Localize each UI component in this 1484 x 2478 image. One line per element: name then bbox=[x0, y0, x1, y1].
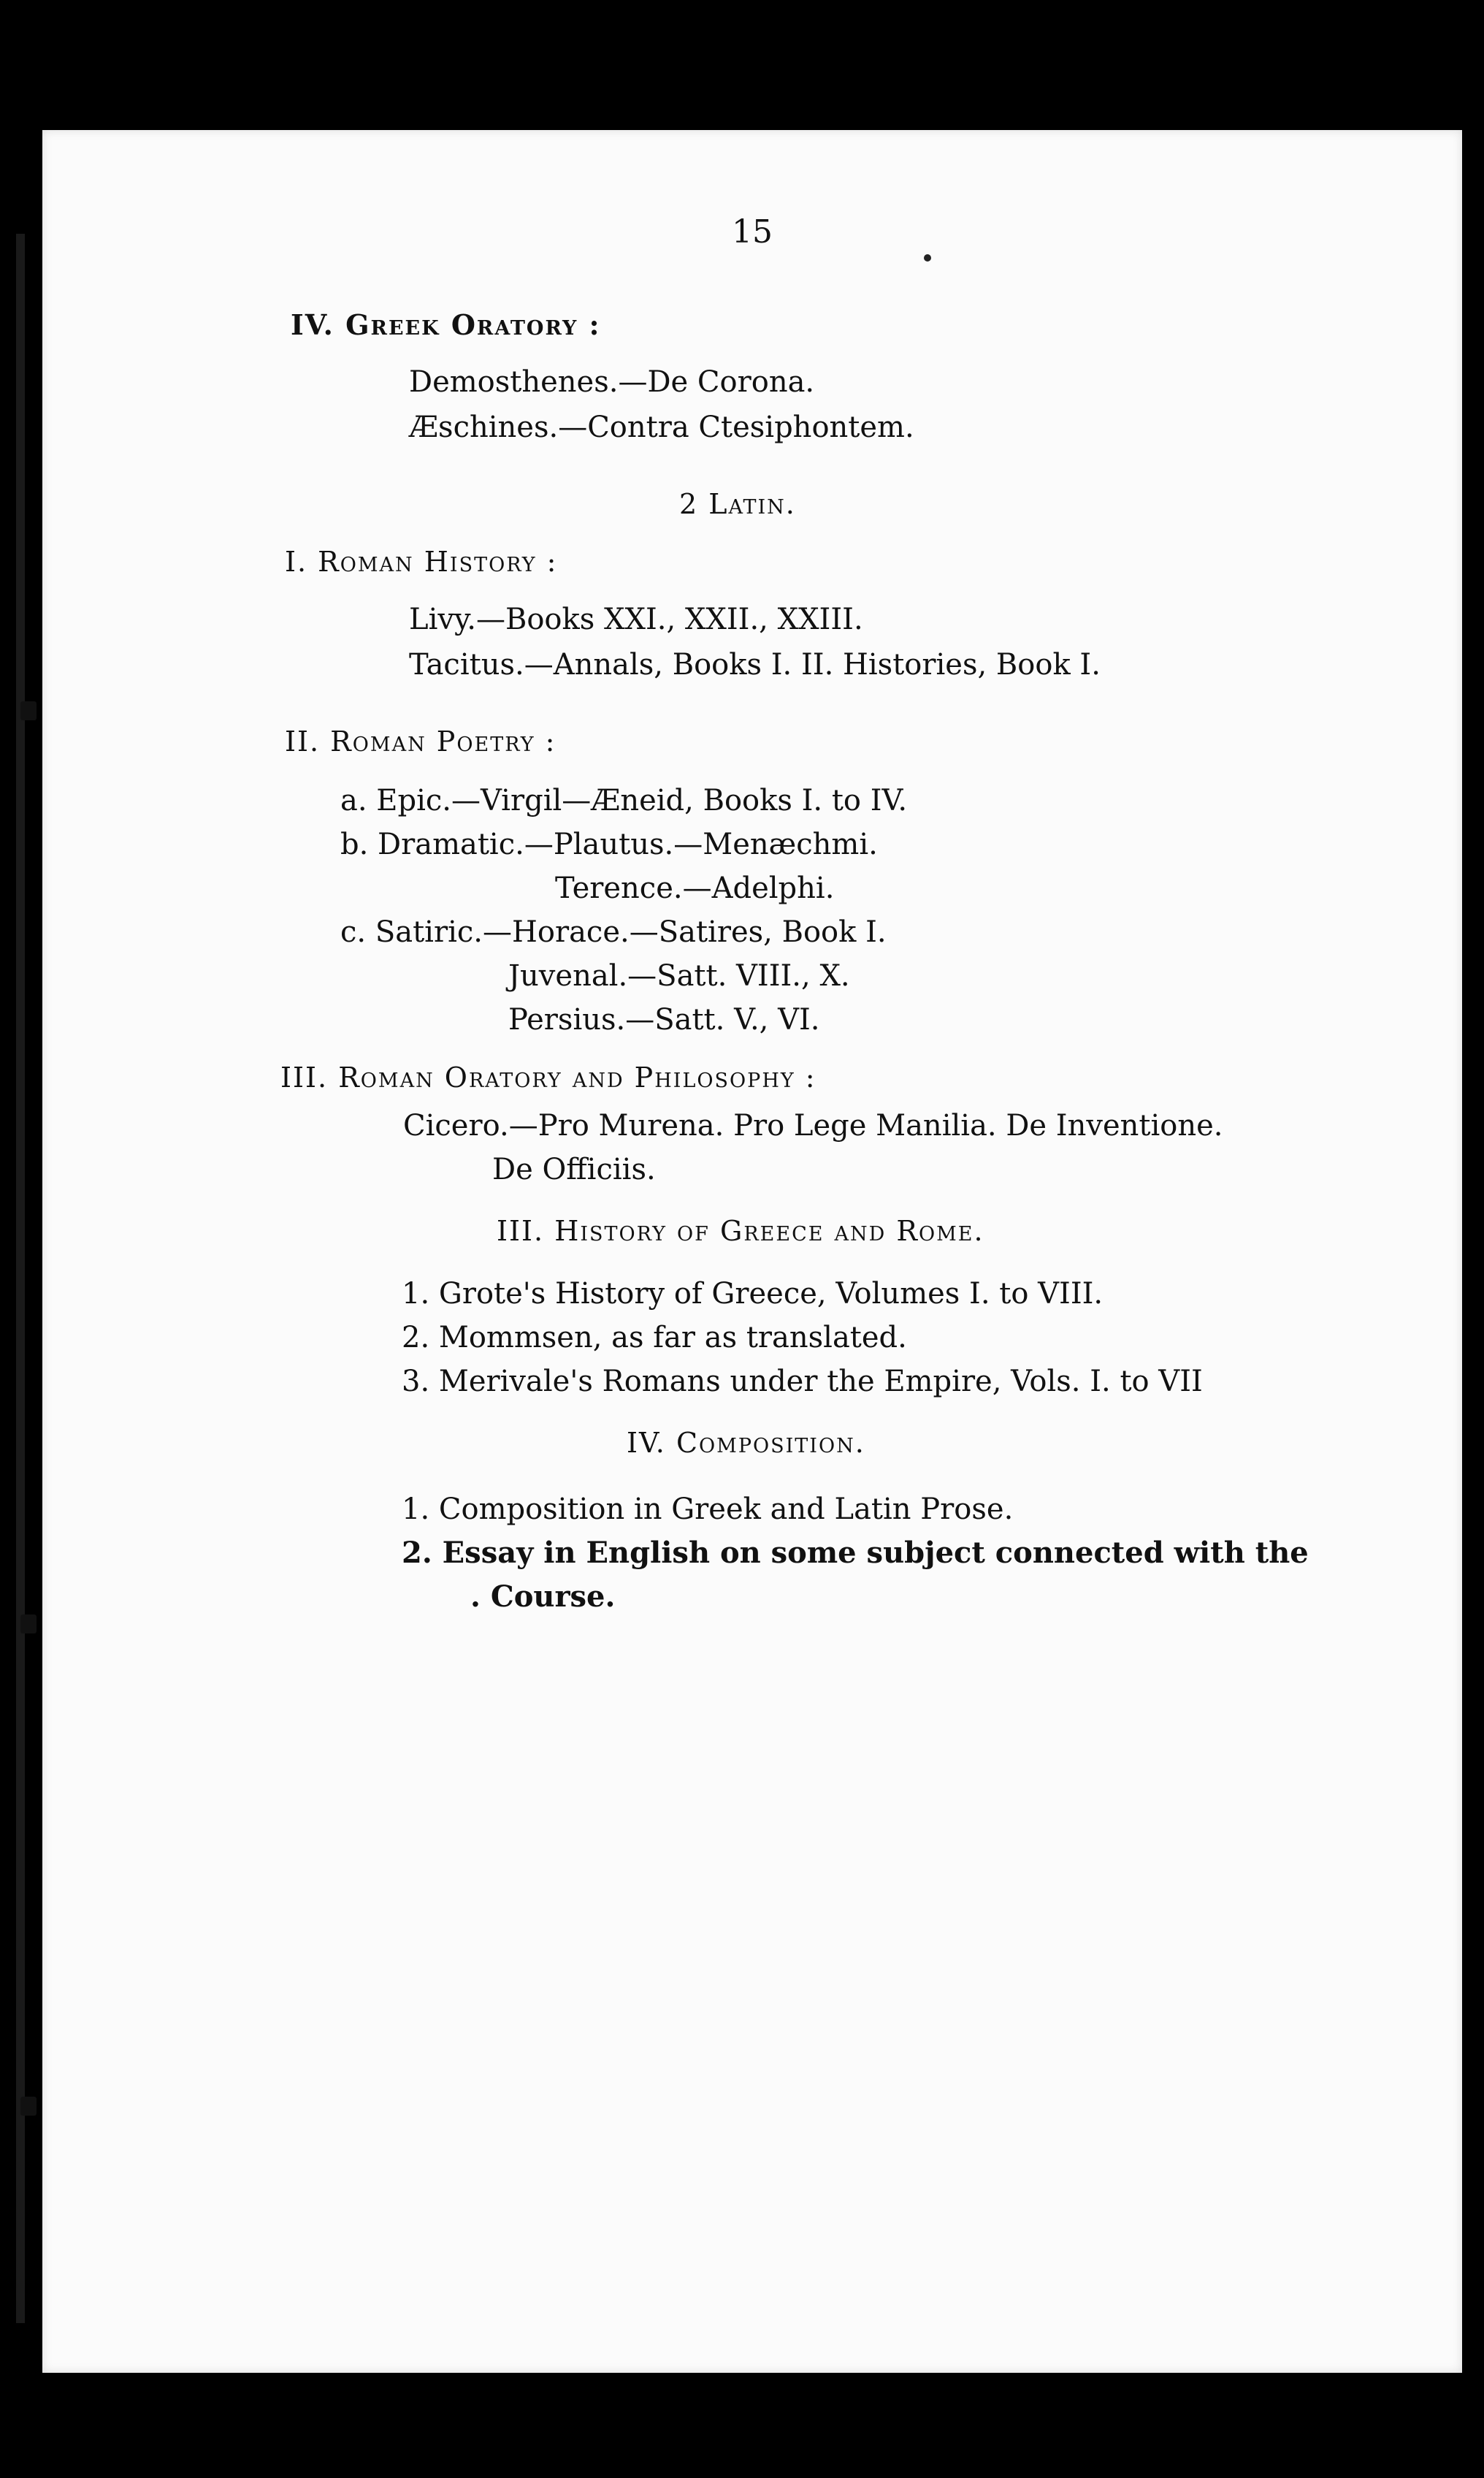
list-item: Tacitus.—Annals, Books I. II. Histories, Book I. bbox=[409, 648, 1101, 682]
list-item: 2. Mommsen, as far as translated. bbox=[402, 1321, 907, 1354]
page-number: 15 bbox=[732, 213, 773, 251]
list-item: 1. Composition in Greek and Latin Prose. bbox=[402, 1492, 1014, 1526]
list-item-dramatic: b. Dramatic.—Plautus.—Menæchmi. bbox=[340, 828, 878, 861]
binding-notch bbox=[20, 2097, 37, 2116]
binding-notch bbox=[20, 1614, 37, 1633]
list-item-continued: Persius.—Satt. V., VI. bbox=[508, 1003, 820, 1037]
ink-speck bbox=[924, 254, 931, 262]
list-item: Livy.—Books XXI., XXII., XXIII. bbox=[409, 603, 863, 636]
section-heading-roman-poetry: II. Roman Poetry : bbox=[285, 725, 556, 758]
list-item: Æschines.—Contra Ctesiphontem. bbox=[409, 411, 914, 444]
list-item-continued: De Officiis. bbox=[492, 1153, 656, 1186]
list-item-continued: . Course. bbox=[470, 1579, 616, 1614]
list-item-satiric: c. Satiric.—Horace.—Satires, Book I. bbox=[340, 915, 887, 949]
section-heading-history: III. History of Greece and Rome. bbox=[497, 1215, 984, 1247]
list-item: Demosthenes.—De Corona. bbox=[409, 365, 815, 399]
list-item-epic: a. Epic.—Virgil—Æneid, Books I. to IV. bbox=[340, 784, 908, 817]
binding-notch bbox=[20, 701, 37, 720]
book-binding-edge bbox=[16, 234, 25, 2323]
section-heading-roman-history: I. Roman History : bbox=[285, 546, 558, 578]
list-item-continued: Juvenal.—Satt. VIII., X. bbox=[508, 959, 850, 993]
document-page bbox=[42, 130, 1462, 2373]
list-item: 1. Grote's History of Greece, Volumes I. to VIII. bbox=[402, 1277, 1104, 1311]
list-item: 2. Essay in English on some subject connected with the bbox=[402, 1536, 1309, 1570]
section-heading-roman-oratory: III. Roman Oratory and Philosophy : bbox=[280, 1061, 816, 1094]
list-item: 3. Merivale's Romans under the Empire, Vols. I. to VII bbox=[402, 1365, 1203, 1398]
section-heading-greek-oratory: IV. Greek Oratory : bbox=[291, 308, 601, 341]
list-item-continued: Terence.—Adelphi. bbox=[555, 872, 835, 905]
list-item: Cicero.—Pro Murena. Pro Lege Manilia. De Inventione. bbox=[403, 1109, 1223, 1143]
section-heading-latin: 2 Latin. bbox=[679, 488, 796, 520]
section-heading-composition: IV. Composition. bbox=[627, 1427, 865, 1459]
